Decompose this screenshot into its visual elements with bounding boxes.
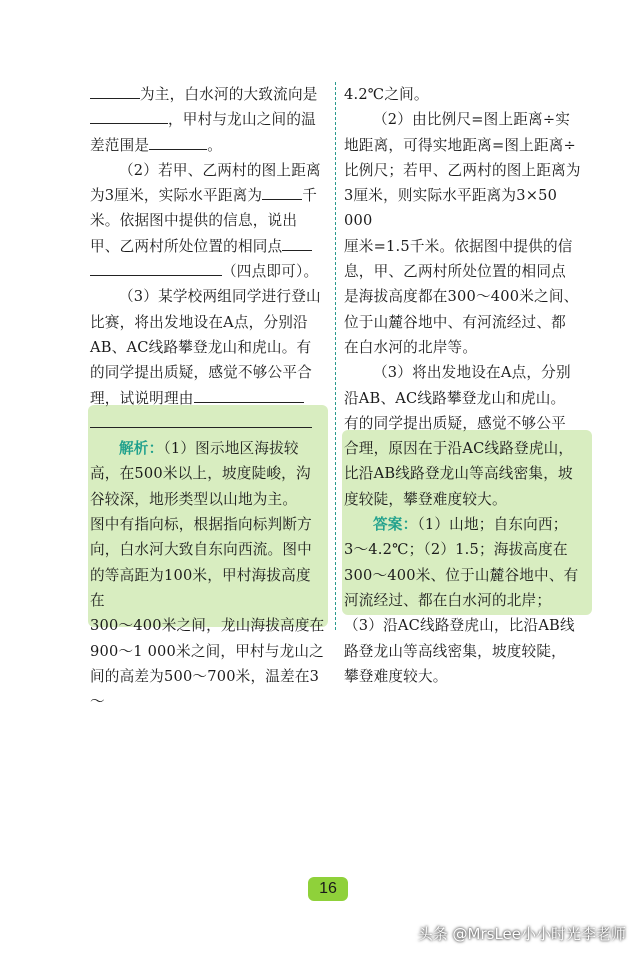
text-line: 位于山麓谷地中、有河流经过、都 <box>344 313 566 331</box>
column-divider <box>335 82 336 630</box>
answer-label: 答案： <box>373 516 418 534</box>
source-credit: 头条 @MrsLee小小时光李老师 <box>417 925 626 943</box>
text-line: 的等高距为100米，甲村海拔高度在 <box>90 566 311 609</box>
analysis-label: 解析： <box>119 440 164 458</box>
text-line: 合理，原因在于沿AC线路登虎山， <box>344 440 574 458</box>
text-line: 地距离，可得实地距离=图上距离÷ <box>344 136 576 154</box>
answer-blank <box>90 259 222 276</box>
text-line: 是海拔高度都在300～400米之间、 <box>344 288 579 306</box>
analysis-part-3 <box>344 360 589 512</box>
text-line: （2）若甲、乙两村的图上距离 <box>119 161 321 179</box>
text-line: （1）山地；自东向西； <box>417 516 568 534</box>
answer-blank <box>149 133 207 150</box>
text-line: 比沿AB线路登龙山等高线密集，坡 <box>344 465 573 483</box>
text-line: 3～4.2℃；（2）1.5；海拔高度在 <box>344 541 568 559</box>
text-line: （四点即可）。 <box>222 263 319 281</box>
text-line: （3）某学校两组同学进行登山 <box>119 288 321 306</box>
text-line: AB、AC线路攀登龙山和虎山。有 <box>90 338 312 356</box>
question-2 <box>90 158 325 284</box>
text-line: ，甲村与龙山之间的温 <box>168 111 316 129</box>
text-line: （3）将出发地设在A点，分别 <box>373 364 571 382</box>
text-line: 千 <box>302 187 318 205</box>
text-line: 有的同学提出质疑，感觉不够公平 <box>344 414 566 432</box>
text-line: 谷较深，地形类型以山地为主。 <box>90 490 298 508</box>
text-line: 路登龙山等高线密集，坡度较陡， <box>344 642 566 660</box>
question-1-tail <box>90 82 325 158</box>
analysis-section <box>90 436 325 714</box>
text-line: 沿AB、AC线路攀登龙山和虎山。 <box>344 389 566 407</box>
text-line: 间的高差为500～700米，温差在3～ <box>90 667 320 711</box>
text-line: 的同学提出质疑，感觉不够公平合 <box>90 364 312 382</box>
answer-blank <box>282 234 312 251</box>
text-line: 300～400米之间，龙山海拔高度在 <box>90 617 325 635</box>
answer-blank <box>90 82 140 99</box>
answer-blank <box>194 386 304 403</box>
text-line: 为3厘米，实际水平距离为 <box>90 187 263 205</box>
answer-section <box>344 512 589 689</box>
text-line: 图中有指向标，根据指向标判断方 <box>90 516 312 534</box>
answer-blank <box>262 183 302 200</box>
text-line: 厘米=1.5千米。依据图中提供的信 <box>344 237 573 255</box>
question-3 <box>90 284 325 436</box>
text-line: 米。依据图中提供的信息，说出 <box>90 212 298 230</box>
text-line: 向，白水河大致自东向西流。图中 <box>90 541 312 559</box>
text-line: （2）由比例尺=图上距离÷实 <box>373 111 571 129</box>
text-line: 3厘米，则实际水平距离为3×50 000 <box>344 187 558 230</box>
text-line: 河流经过、都在白水河的北岸； <box>344 591 552 609</box>
analysis-continued <box>344 82 589 107</box>
text-line: 在白水河的北岸等。 <box>344 338 478 356</box>
text-line: 攀登难度较大。 <box>344 667 448 685</box>
text-line: 理，试说明理由 <box>90 389 194 407</box>
page-number-badge: 16 <box>308 877 348 901</box>
right-column <box>344 82 589 689</box>
text-line: 甲、乙两村所处位置的相同点 <box>90 237 283 255</box>
text-line: 差范围是 <box>90 136 150 154</box>
text-line: 高，在500米以上，坡度陡峻，沟 <box>90 465 311 483</box>
text-line: 比例尺；若甲、乙两村的图上距离为 <box>344 161 581 179</box>
text-line: 。 <box>207 136 222 154</box>
text-line: （1）图示地区海拔较 <box>163 440 299 458</box>
text-line: （3）沿AC线路登虎山，比沿AB线 <box>344 617 575 635</box>
text-line: 比赛，将出发地设在A点，分别沿 <box>90 313 308 331</box>
text-line: 300～400米、位于山麓谷地中、有 <box>344 566 579 584</box>
analysis-part-2 <box>344 107 589 360</box>
answer-blank <box>90 107 168 124</box>
left-column <box>90 82 325 714</box>
text-line: 度较陡，攀登难度较大。 <box>344 490 507 508</box>
answer-blank <box>90 411 312 428</box>
text-line: 息，甲、乙两村所处位置的相同点 <box>344 263 566 281</box>
text-line: 900～1 000米之间，甲村与龙山之 <box>90 642 324 660</box>
text-line: 4.2℃之间。 <box>344 86 429 103</box>
text-line: 为主，白水河的大致流向是 <box>140 86 318 103</box>
